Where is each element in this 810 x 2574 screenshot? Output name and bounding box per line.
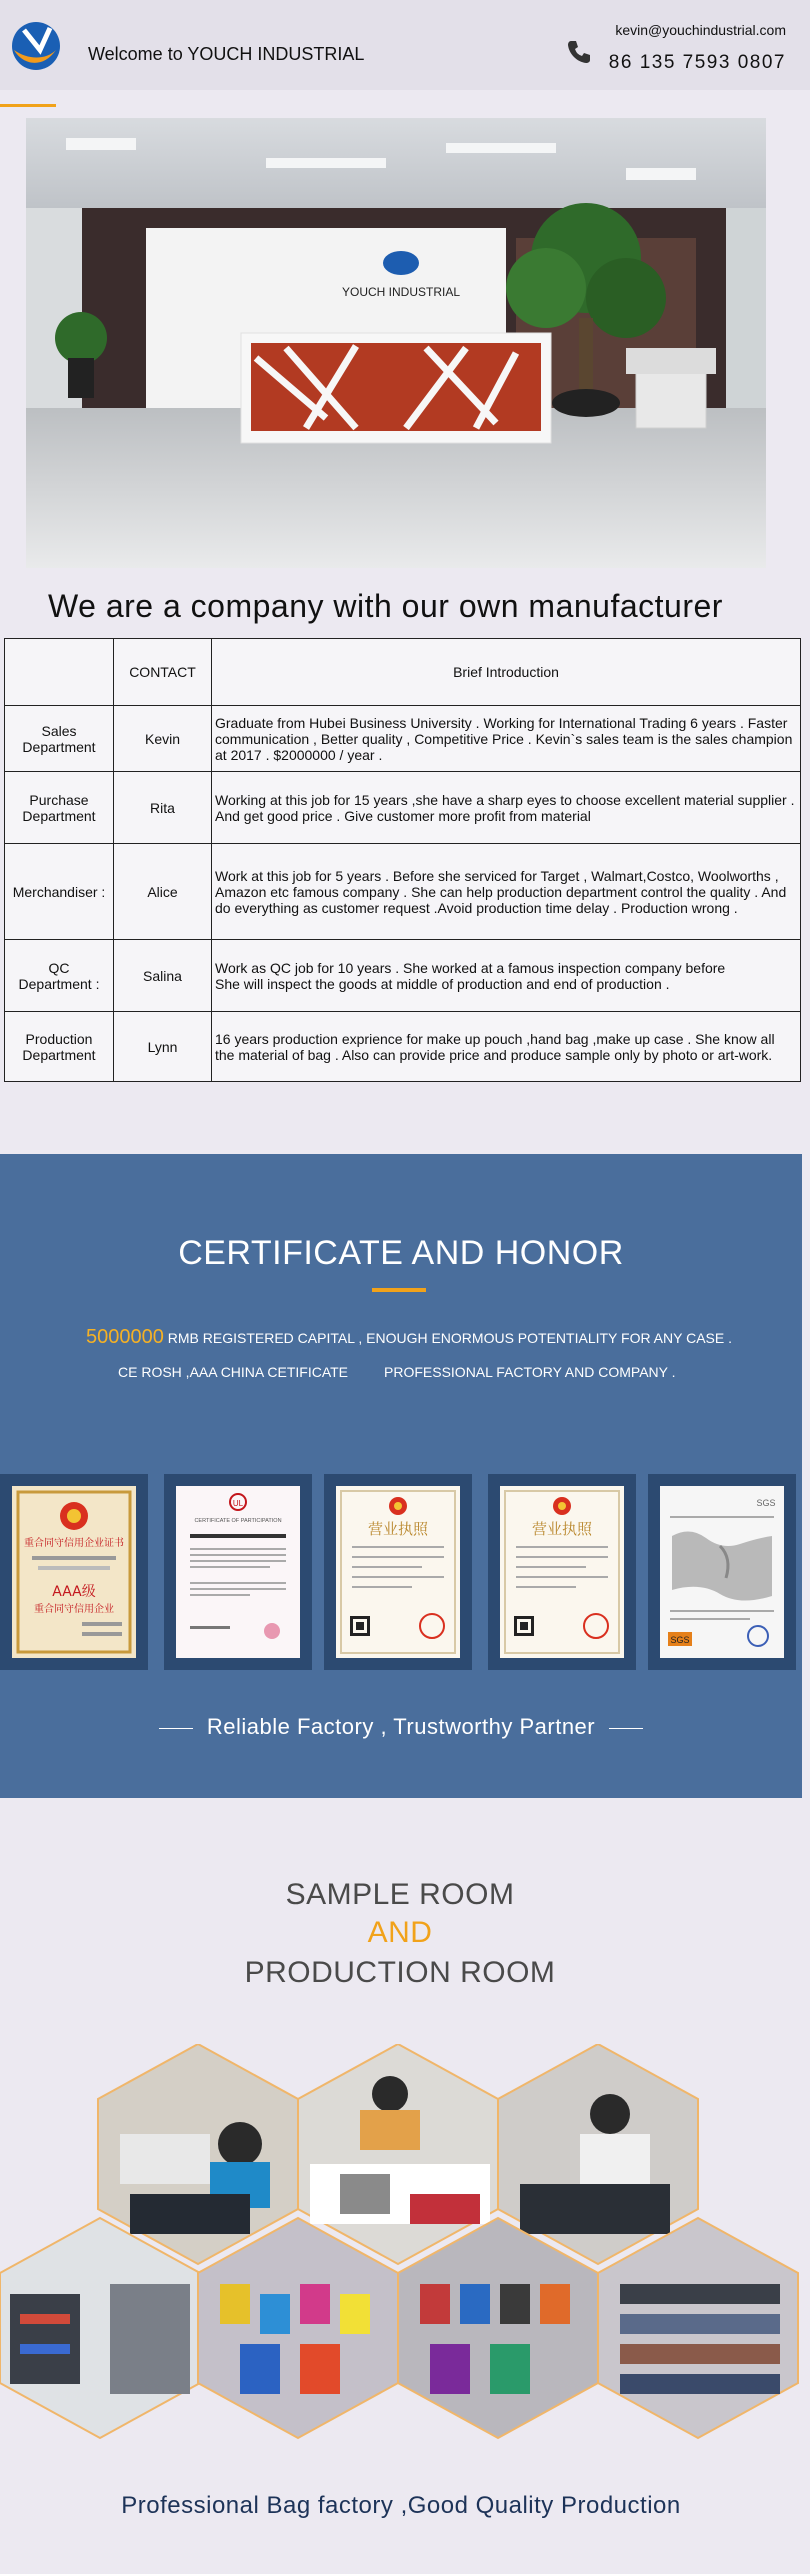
business-license-doc — [336, 1486, 460, 1658]
table-row — [5, 706, 801, 772]
intro-cell: Work as QC job for 10 years . She worked at a famous inspection company before She will inspect the goods at middle of production and end of production . — [212, 940, 801, 1012]
sample-room-title: SAMPLE ROOM — [285, 1878, 515, 1911]
capital-text: RMB REGISTERED CAPITAL , ENOUGH ENORMOUS POTENTIALITY FOR ANY CASE . — [163, 1330, 733, 1346]
license-title: 营业执照 — [367, 1520, 429, 1538]
header-accent-line — [0, 104, 56, 107]
contact-cell: Rita — [114, 772, 212, 844]
certificate-card — [0, 1474, 148, 1670]
certificate-line — [118, 1364, 676, 1380]
slogan-text: Reliable Factory , Trustworthy Partner — [206, 1714, 596, 1739]
intro-title: We are a company with our own manufacturer — [48, 588, 723, 624]
hex-photo-bags-display — [198, 2218, 398, 2438]
hex-photo-warehouse — [0, 2218, 200, 2438]
welcome-text: Welcome to YOUCH INDUSTRIAL — [88, 44, 365, 64]
header — [0, 0, 810, 90]
sgs-certificate-doc — [660, 1486, 784, 1658]
dept-cell: Production Department — [5, 1012, 114, 1082]
hex-photo-sewing-machine — [298, 2044, 498, 2264]
credit-certificate-doc — [12, 1486, 136, 1658]
hex-photo-backpacks — [398, 2218, 598, 2438]
certificate-section — [0, 1154, 802, 1798]
intro-cell: Graduate from Hubei Business University . Working for International Trading 6 years . Faster communication , Better quality , Competitive Price . Kevin`s sales team is the sales champion at 2017 . $2000000 / year . — [212, 706, 801, 772]
production-room-title: PRODUCTION ROOM — [244, 1956, 556, 1989]
certificate-card — [648, 1474, 796, 1670]
intro-cell: 16 years production exprience for make up pouch ,hand bag ,make up case . She know all the material of bag . Also can provide price and produce sample only by photo or art-work. — [212, 1012, 801, 1082]
office-reception-photo — [26, 118, 766, 568]
hex-photo-showroom — [598, 2218, 798, 2438]
ce-rosh-text: CE ROSH ,AAA CHINA CETIFICATE — [118, 1364, 349, 1380]
sample-room-and: AND — [367, 1916, 433, 1949]
header-cell-intro: Brief Introduction — [212, 639, 801, 706]
ul-certificate-doc — [176, 1486, 300, 1658]
hex-photo-sewing — [98, 2044, 298, 2264]
sgs-logo-top: SGS — [756, 1498, 776, 1508]
ul-title: CERTIFICATE OF PARTICIPATION — [194, 1518, 282, 1524]
contact-cell: Salina — [114, 940, 212, 1012]
certificate-slogan — [0, 1714, 802, 1740]
certificate-title: CERTIFICATE AND HONOR — [178, 1234, 624, 1272]
dept-cell: Purchase Department — [5, 772, 114, 844]
credit-cert-aaa: AAA级 — [52, 1584, 96, 1600]
table-header-row — [5, 639, 801, 706]
professional-factory-text: PROFESSIONAL FACTORY AND COMPANY . — [384, 1364, 676, 1380]
dept-cell: QC Department : — [5, 940, 114, 1012]
table-row — [5, 1012, 801, 1082]
certificate-card — [488, 1474, 636, 1670]
header-cell-contact: CONTACT — [114, 639, 212, 706]
business-license-doc — [500, 1486, 624, 1658]
phone-icon — [565, 38, 593, 66]
license-title: 营业执照 — [531, 1520, 593, 1538]
capital-amount: 5000000 — [86, 1326, 164, 1348]
office-sign-text: YOUCH INDUSTRIAL — [341, 285, 461, 299]
certificate-accent-bar — [372, 1288, 426, 1292]
phone-number: 86 135 7593 0807 — [608, 52, 786, 73]
contact-cell: Alice — [114, 844, 212, 940]
ul-mark: UL — [232, 1499, 244, 1508]
intro-cell: Work at this job for 5 years . Before she serviced for Target , Walmart,Costco, Woolworths , Amazon etc famous company . She can help production department control the quality . And do everything as customer request .Avoid production time delay . Production wrong . — [212, 844, 801, 940]
dept-cell: Merchandiser : — [5, 844, 114, 940]
table-row — [5, 844, 801, 940]
workshop-photo-collage — [0, 2044, 802, 2454]
footer-slogan: Professional Bag factory ,Good Quality Production — [121, 2492, 681, 2519]
credit-cert-title: 重合同守信用企业证书 — [24, 1538, 124, 1549]
hex-photo-worker — [498, 2044, 698, 2264]
credit-cert-label2: 重合同守信用企业 — [34, 1604, 114, 1615]
certificate-card — [324, 1474, 472, 1670]
sgs-logo: SGS — [670, 1635, 690, 1645]
youch-logo — [10, 20, 62, 72]
contact-cell: Lynn — [114, 1012, 212, 1082]
header-cell-empty — [5, 639, 114, 706]
table-row — [5, 772, 801, 844]
dept-cell: Sales Department — [5, 706, 114, 772]
certificate-card — [164, 1474, 312, 1670]
intro-cell: Working at this job for 15 years ,she have a sharp eyes to choose excellent material supplier . And get good price . Give customer more profit from material — [212, 772, 801, 844]
capital-line — [86, 1326, 732, 1349]
contact-cell: Kevin — [114, 706, 212, 772]
table-row — [5, 940, 801, 1012]
staff-table — [4, 638, 801, 1082]
email-link[interactable]: kevin@youchindustrial.com — [615, 22, 786, 38]
